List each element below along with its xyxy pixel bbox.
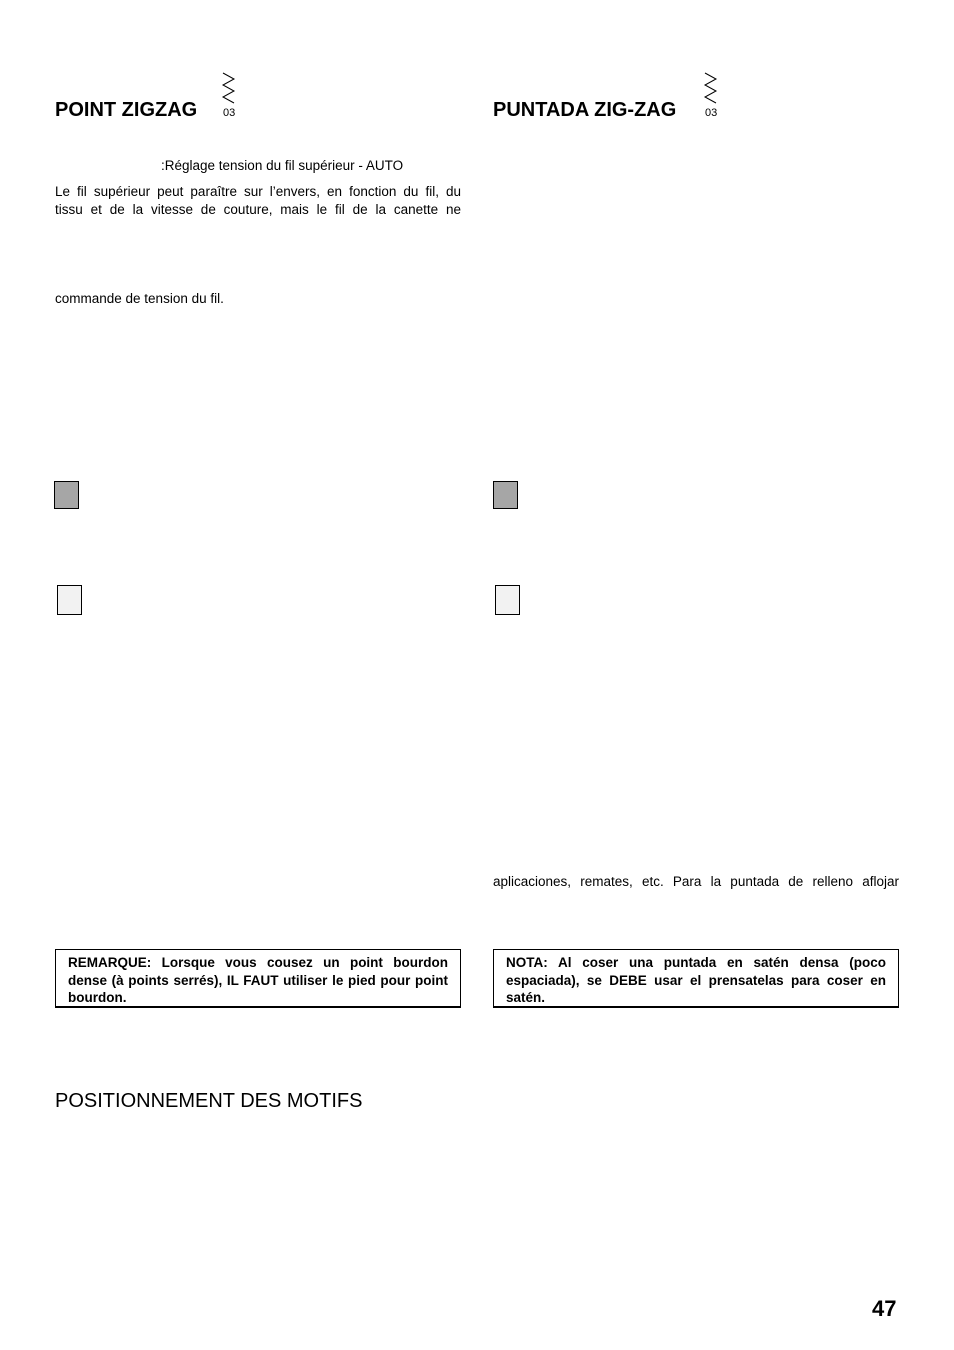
left-heading: POINT ZIGZAG (55, 99, 198, 121)
left-gray-marker (54, 481, 79, 509)
left-light-marker (57, 585, 82, 615)
section-title: POSITIONNEMENT DES MOTIFS (55, 1090, 363, 1112)
left-note-box: REMARQUE: Lorsque vous cousez un point bourdon dense (à points serrés), IL FAUT utiliser le pied pour point bourdon. (55, 949, 461, 1008)
left-tension-label: :Réglage tension du fil supérieur - AUTO (161, 158, 404, 173)
left-tension-line: commande de tension du fil. (55, 291, 224, 306)
right-heading: PUNTADA ZIG-ZAG (493, 99, 677, 121)
left-paragraph-line-1: Le fil supérieur peut paraître sur l’envers, en fonction du fil, du (55, 184, 461, 199)
right-stitch-code: 03 (705, 107, 718, 119)
right-light-marker (495, 585, 520, 615)
zigzag-stitch-icon (221, 72, 237, 106)
right-gray-marker (493, 481, 518, 509)
page-number: 47 (872, 1296, 897, 1321)
zigzag-stitch-icon (703, 72, 719, 106)
left-paragraph-line-2: tissu et de la vitesse de couture, mais le fil de la canette ne (55, 202, 461, 217)
right-note-box: NOTA: Al coser una puntada en satén densa (poco espaciada), se DEBE usar el prensatelas para coser en satén. (493, 949, 899, 1008)
left-stitch-code: 03 (223, 107, 236, 119)
right-paragraph-line: aplicaciones, remates, etc. Para la puntada de relleno aflojar (493, 874, 899, 889)
